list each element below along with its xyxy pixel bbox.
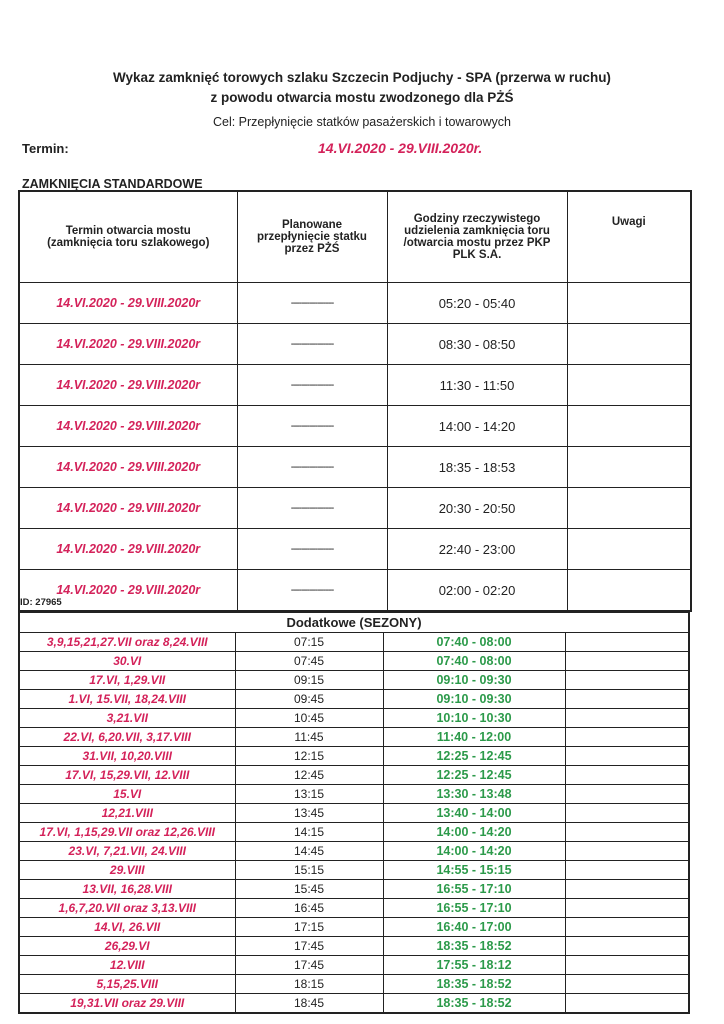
planned-time: 16:45 [235, 899, 383, 918]
season-days: 17.VI, 1,15,29.VII oraz 12,26.VIII [19, 823, 235, 842]
table-row [19, 324, 691, 365]
notes-cell [567, 406, 691, 447]
additional-closures-table [18, 611, 690, 1014]
notes-cell [567, 529, 691, 570]
notes-cell [565, 709, 689, 728]
notes-cell [565, 728, 689, 747]
page-title-line1: Wykaz zamknięć torowych szlaku Szczecin Podjuchy - SPA (przerwa w ruchu) [113, 70, 611, 85]
table-row [19, 709, 689, 728]
planned-time: 17:45 [235, 956, 383, 975]
table-row [19, 406, 691, 447]
closure-hours: 08:30 - 08:50 [387, 324, 567, 365]
closure-date: 14.VI.2020 - 29.VIII.2020r [19, 529, 237, 570]
planned-time: 13:45 [235, 804, 383, 823]
standard-table-header-row [19, 191, 691, 283]
season-days: 15.VI [19, 785, 235, 804]
closure-window: 16:55 - 17:10 [383, 880, 565, 899]
notes-cell [565, 994, 689, 1014]
header-planned-passage: Planowane przepłynięcie statku przez PŻŚ [237, 191, 387, 283]
standard-closures-table [18, 190, 692, 612]
season-days: 3,21.VII [19, 709, 235, 728]
notes-cell [565, 899, 689, 918]
planned-time: 09:15 [235, 671, 383, 690]
notes-cell [565, 823, 689, 842]
notes-cell [565, 747, 689, 766]
planned-passage: ---------------- [237, 406, 387, 447]
additional-header: Dodatkowe (SEZONY) [19, 612, 689, 633]
table-row [19, 447, 691, 488]
season-days: 12.VIII [19, 956, 235, 975]
table-row [19, 861, 689, 880]
section-label: ZAMKNIĘCIA STANDARDOWE [22, 177, 203, 191]
season-days: 22.VI, 6,20.VII, 3,17.VIII [19, 728, 235, 747]
planned-time: 17:15 [235, 918, 383, 937]
planned-time: 14:15 [235, 823, 383, 842]
table-row [19, 690, 689, 709]
notes-cell [567, 570, 691, 612]
notes-cell [565, 804, 689, 823]
table-row [19, 633, 689, 652]
planned-passage: ---------------- [237, 447, 387, 488]
notes-cell [565, 842, 689, 861]
notes-cell [565, 880, 689, 899]
table-row [19, 804, 689, 823]
season-days: 23.VI, 7,21.VII, 24.VIII [19, 842, 235, 861]
planned-time: 18:45 [235, 994, 383, 1014]
planned-time: 12:15 [235, 747, 383, 766]
season-days: 1,6,7,20.VII oraz 3,13.VIII [19, 899, 235, 918]
notes-cell [565, 861, 689, 880]
season-days: 30.VI [19, 652, 235, 671]
notes-cell [565, 975, 689, 994]
table-row [19, 652, 689, 671]
planned-passage: ---------------- [237, 324, 387, 365]
closure-date: 14.VI.2020 - 29.VIII.2020r [19, 488, 237, 529]
closure-window: 16:40 - 17:00 [383, 918, 565, 937]
closure-date: 14.VI.2020 - 29.VIII.2020r [19, 447, 237, 488]
season-days: 13.VII, 16,28.VIII [19, 880, 235, 899]
table-row [19, 918, 689, 937]
notes-cell [565, 918, 689, 937]
planned-passage: ---------------- [237, 283, 387, 324]
planned-time: 18:15 [235, 975, 383, 994]
closure-date: 14.VI.2020 - 29.VIII.2020r [19, 324, 237, 365]
table-row [19, 671, 689, 690]
termin-value: 14.VI.2020 - 29.VIII.2020r. [318, 140, 483, 156]
planned-time: 11:45 [235, 728, 383, 747]
season-days: 31.VII, 10,20.VIII [19, 747, 235, 766]
season-days: 1.VI, 15.VII, 18,24.VIII [19, 690, 235, 709]
table-row [19, 994, 689, 1014]
table-row [19, 365, 691, 406]
closure-window: 14:55 - 15:15 [383, 861, 565, 880]
planned-time: 15:15 [235, 861, 383, 880]
notes-cell [565, 652, 689, 671]
notes-cell [567, 324, 691, 365]
notes-cell [567, 283, 691, 324]
closure-window: 09:10 - 09:30 [383, 671, 565, 690]
closure-window: 07:40 - 08:00 [383, 633, 565, 652]
table-row [19, 899, 689, 918]
season-days: 17.VI, 15,29.VII, 12.VIII [19, 766, 235, 785]
closure-window: 18:35 - 18:52 [383, 937, 565, 956]
season-days: 26,29.VI [19, 937, 235, 956]
additional-table-header-row [19, 612, 689, 633]
notes-cell [565, 956, 689, 975]
header-opening-date: Termin otwarcia mostu (zamknięcia toru szlakowego) [19, 191, 237, 283]
closure-window: 11:40 - 12:00 [383, 728, 565, 747]
notes-cell [565, 766, 689, 785]
table-row [19, 747, 689, 766]
closure-hours: 20:30 - 20:50 [387, 488, 567, 529]
page-title-line2: z powodu otwarcia mostu zwodzonego dla PŻŚ [210, 90, 514, 105]
closure-window: 18:35 - 18:52 [383, 975, 565, 994]
notes-cell [567, 488, 691, 529]
table-row [19, 842, 689, 861]
closure-window: 12:25 - 12:45 [383, 766, 565, 785]
planned-passage: ---------------- [237, 365, 387, 406]
planned-time: 09:45 [235, 690, 383, 709]
header-notes: Uwagi [567, 191, 691, 283]
notes-cell [567, 447, 691, 488]
table-row [19, 823, 689, 842]
closure-window: 14:00 - 14:20 [383, 842, 565, 861]
table-row [19, 488, 691, 529]
closure-hours: 02:00 - 02:20 [387, 570, 567, 612]
page-subtitle: Cel: Przepłynięcie statków pasażerskich i towarowych [212, 115, 512, 129]
season-days: 19,31.VII oraz 29.VIII [19, 994, 235, 1014]
planned-time: 12:45 [235, 766, 383, 785]
planned-time: 15:45 [235, 880, 383, 899]
planned-time: 07:45 [235, 652, 383, 671]
table-row [19, 785, 689, 804]
planned-passage: ---------------- [237, 488, 387, 529]
season-days: 3,9,15,21,27.VII oraz 8,24.VIII [19, 633, 235, 652]
document-id: ID: 27965 [20, 597, 62, 608]
closure-date: 14.VI.2020 - 29.VIII.2020r [19, 406, 237, 447]
closure-window: 07:40 - 08:00 [383, 652, 565, 671]
closure-date: 14.VI.2020 - 29.VIII.2020r [19, 365, 237, 406]
closure-hours: 05:20 - 05:40 [387, 283, 567, 324]
standard-table-body [19, 283, 691, 612]
table-row [19, 529, 691, 570]
closure-window: 13:30 - 13:48 [383, 785, 565, 804]
table-row [19, 766, 689, 785]
table-row [19, 975, 689, 994]
notes-cell [565, 785, 689, 804]
planned-time: 13:15 [235, 785, 383, 804]
planned-time: 14:45 [235, 842, 383, 861]
closure-window: 12:25 - 12:45 [383, 747, 565, 766]
closure-hours: 22:40 - 23:00 [387, 529, 567, 570]
closure-window: 14:00 - 14:20 [383, 823, 565, 842]
closure-window: 09:10 - 09:30 [383, 690, 565, 709]
planned-time: 17:45 [235, 937, 383, 956]
season-days: 17.VI, 1,29.VII [19, 671, 235, 690]
notes-cell [565, 937, 689, 956]
closure-hours: 11:30 - 11:50 [387, 365, 567, 406]
closure-hours: 18:35 - 18:53 [387, 447, 567, 488]
planned-time: 10:45 [235, 709, 383, 728]
closure-date: 14.VI.2020 - 29.VIII.2020r [19, 283, 237, 324]
closure-date: 14.VI.2020 - 29.VIII.2020r [19, 570, 237, 612]
notes-cell [567, 365, 691, 406]
closure-window: 18:35 - 18:52 [383, 994, 565, 1014]
notes-cell [565, 690, 689, 709]
table-row [19, 880, 689, 899]
table-row [19, 728, 689, 747]
planned-time: 07:15 [235, 633, 383, 652]
table-row [19, 956, 689, 975]
table-row [19, 570, 691, 612]
closure-window: 13:40 - 14:00 [383, 804, 565, 823]
season-days: 29.VIII [19, 861, 235, 880]
season-days: 14.VI, 26.VII [19, 918, 235, 937]
header-actual-hours: Godziny rzeczywistego udzielenia zamknięcia toru /otwarcia mostu przez PKP PLK S.A. [387, 191, 567, 283]
table-row [19, 283, 691, 324]
notes-cell [565, 633, 689, 652]
table-row [19, 937, 689, 956]
termin-label: Termin: [22, 141, 69, 156]
planned-passage: ---------------- [237, 529, 387, 570]
additional-table-body [19, 633, 689, 1014]
planned-passage: ---------------- [237, 570, 387, 612]
closure-window: 16:55 - 17:10 [383, 899, 565, 918]
closure-hours: 14:00 - 14:20 [387, 406, 567, 447]
season-days: 12,21.VIII [19, 804, 235, 823]
season-days: 5,15,25.VIII [19, 975, 235, 994]
notes-cell [565, 671, 689, 690]
closure-window: 17:55 - 18:12 [383, 956, 565, 975]
closure-window: 10:10 - 10:30 [383, 709, 565, 728]
